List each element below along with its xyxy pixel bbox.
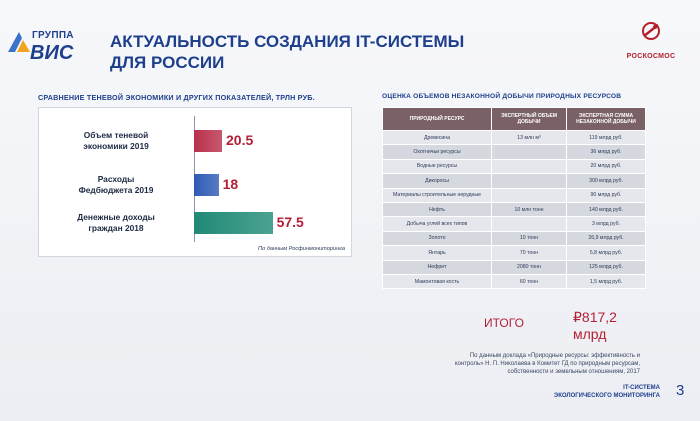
cell-volume xyxy=(492,217,567,231)
table-row xyxy=(383,131,646,145)
cell-resource: Золото xyxy=(383,231,492,245)
cell-resource: Охотничьи ресурсы xyxy=(383,145,492,159)
chart-title: СРАВНЕНИЕ ТЕНЕВОЙ ЭКОНОМИКИ И ДРУГИХ ПОКАЗАТЕЛЕЙ, ТРЛН РУБ. xyxy=(38,93,315,102)
page-title-line2: ДЛЯ РОССИИ xyxy=(110,53,225,72)
table-row xyxy=(383,274,646,288)
footer-line1: IT-СИСТЕМА xyxy=(623,385,660,391)
bar-category-label-line: Расходы xyxy=(97,174,135,184)
cell-sum: 36 млрд руб. xyxy=(567,145,646,159)
cell-resource: Нефрит xyxy=(383,260,492,274)
partner-logo xyxy=(606,20,696,70)
table-row xyxy=(383,188,646,202)
bar-category-label xyxy=(45,130,187,152)
resources-table xyxy=(382,107,646,289)
cell-volume xyxy=(492,174,567,188)
cell-volume xyxy=(492,188,567,202)
bar-category-label-line: Федбюджета 2019 xyxy=(78,185,154,195)
table-title: ОЦЕНКА ОБЪЕМОВ НЕЗАКОННОЙ ДОБЫЧИ ПРИРОДНЫХ РЕСУРСОВ xyxy=(382,93,622,100)
cell-sum: 90 млрд руб. xyxy=(567,188,646,202)
bar-row xyxy=(39,126,351,156)
table-header-row xyxy=(383,108,646,131)
bar-value-label: 57.5 xyxy=(276,214,304,230)
table-source xyxy=(418,352,640,376)
company-logo-icon xyxy=(6,28,32,54)
cell-sum: 1,5 млрд руб. xyxy=(567,274,646,288)
table-source-line2: контроль» Н. П. Николаева в Комитет ГД по природным ресурсам, xyxy=(454,361,640,367)
company-logo xyxy=(6,22,78,70)
cell-sum: 140 млрд руб. xyxy=(567,202,646,216)
footer-caption xyxy=(520,384,660,400)
partner-name: РОСКОСМОС xyxy=(626,53,676,60)
cell-volume xyxy=(492,159,567,173)
table-row xyxy=(383,217,646,231)
bar-value-label: 20.5 xyxy=(226,132,254,148)
table-row xyxy=(383,174,646,188)
footer-line2: ЭКОЛОГИЧЕСКОГО МОНИТОРИНГА xyxy=(553,393,660,399)
cell-volume xyxy=(492,145,567,159)
bar-category-label xyxy=(45,212,187,234)
cell-sum: 5,8 млрд руб. xyxy=(567,246,646,260)
table-row xyxy=(383,231,646,245)
cell-sum: 119 млрд руб. xyxy=(567,131,646,145)
bar-row xyxy=(39,208,351,238)
cell-sum: 26,9 млрд руб. xyxy=(567,231,646,245)
page-title xyxy=(110,31,530,73)
cell-resource: Материалы строительные нерудные xyxy=(383,188,492,202)
col-header-resource: ПРИРОДНЫЙ РЕСУРС xyxy=(383,108,492,131)
cell-resource: Мамонтовая кость xyxy=(383,274,492,288)
bar-category-label xyxy=(45,174,187,196)
total-value-unit: млрд xyxy=(573,326,607,342)
table-row xyxy=(383,202,646,216)
bar-row xyxy=(39,170,351,200)
bar-category-label-line: граждан 2018 xyxy=(88,223,144,233)
page-title-line1: АКТУАЛЬНОСТЬ СОЗДАНИЯ IT-СИСТЕМЫ xyxy=(110,32,465,51)
page-number: 3 xyxy=(676,382,685,399)
bar xyxy=(194,130,222,152)
cell-volume: 10 тонн xyxy=(492,231,567,245)
total-label: ИТОГО xyxy=(484,316,524,330)
bar-value-label: 18 xyxy=(222,176,239,192)
cell-volume: 60 тонн xyxy=(492,274,567,288)
cell-resource: Добыча углей всех типов xyxy=(383,217,492,231)
bar-category-label-line: Денежные доходы xyxy=(77,212,155,222)
company-group-label: ГРУППА xyxy=(32,30,74,41)
cell-volume: 2080 тонн xyxy=(492,260,567,274)
cell-resource: Дикоросы xyxy=(383,174,492,188)
table-row xyxy=(383,246,646,260)
cell-sum: 20 млрд руб. xyxy=(567,159,646,173)
table-source-line3: собственности и земельным отношениям, 2017 xyxy=(507,369,640,375)
bar xyxy=(194,174,219,196)
cell-resource: Янтарь xyxy=(383,246,492,260)
chart-source: По данным Росфинмониторинга xyxy=(258,246,345,252)
cell-sum: 125 млрд руб. xyxy=(567,260,646,274)
cell-resource: Нефть xyxy=(383,202,492,216)
cell-volume: 10 млн тонн xyxy=(492,202,567,216)
company-name: ВИС xyxy=(30,42,74,64)
table-row xyxy=(383,159,646,173)
col-header-sum: ЭКСПЕРТНАЯ СУММА НЕЗАКОННОЙ ДОБЫЧИ xyxy=(567,108,646,131)
cell-volume: 13 млн м³ xyxy=(492,131,567,145)
table-row xyxy=(383,260,646,274)
cell-volume: 70 тонн xyxy=(492,246,567,260)
cell-sum: 300 млрд руб. xyxy=(567,174,646,188)
cell-sum: 3 млрд руб. xyxy=(567,217,646,231)
table-source-line1: По данным доклада «Природные ресурсы: эффективность и xyxy=(469,353,640,359)
bar-category-label-line: Объем теневой xyxy=(83,130,149,140)
total-value xyxy=(573,309,617,343)
bar-category-label-line: экономики 2019 xyxy=(83,141,149,151)
col-header-volume: ЭКСПЕРТНЫЙ ОБЪЕМ ДОБЫЧИ xyxy=(492,108,567,131)
cell-resource: Древесина xyxy=(383,131,492,145)
bar xyxy=(194,212,273,234)
cell-resource: Водные ресурсы xyxy=(383,159,492,173)
bar-chart xyxy=(38,107,352,257)
total-value-amount: ₽817,2 xyxy=(573,309,617,325)
roscosmos-icon xyxy=(640,20,662,42)
table-row xyxy=(383,145,646,159)
